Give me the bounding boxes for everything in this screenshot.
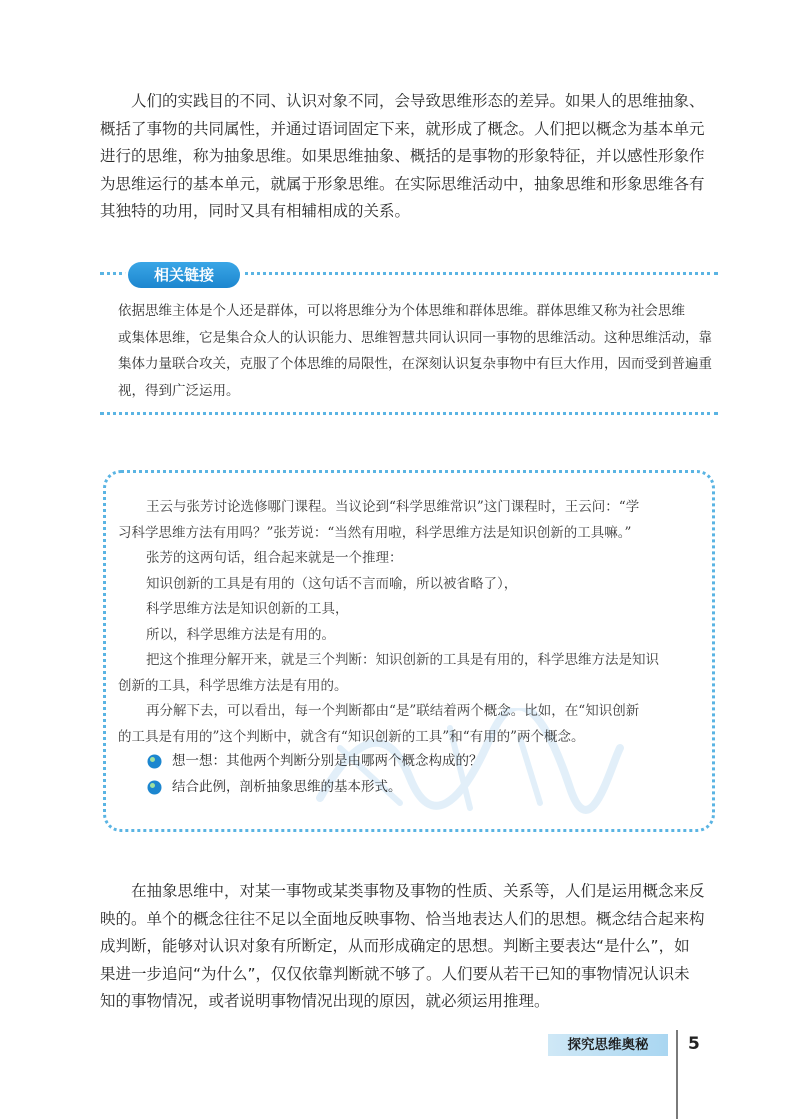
link-bottom-divider [100,412,718,415]
intro-paragraph [100,88,718,226]
page-edge-rule [676,1030,678,1119]
related-link-badge: 相关链接 [128,262,240,288]
text-line: 把这个推理分解开来，就是三个判断：知识创新的工具是有用的，科学思维方法是知识 [146,652,659,668]
text-line: 集体力量联合攻关，克服了个体思维的局限性，在深刻认识复杂事物中有巨大作用，因而受到普遍重 [118,356,712,372]
text-line: 或集体思维，它是集合众人的认识能力、思维智慧共同认识同一事物的思维活动。这种思维活动，靠 [118,329,712,346]
question-text: 结合此例，剖析抽象思维的基本形式。 [172,779,402,795]
text-line: 依据思维主体是个人还是群体，可以将思维分为个体思维和群体思维。群体思维又称为社会思维 [118,303,685,319]
text-line: 知的事物情况，或者说明事物情况出现的原因，就必须运用推理。 [100,992,550,1010]
bullet-dot-icon [147,754,162,769]
text-line: 的工具是有用的”这个判断中，就含有“知识创新的工具”和“有用的”两个概念。 [118,728,585,745]
page-number: 5 [688,1034,700,1054]
text-line: 科学思维方法是知识创新的工具， [146,601,349,617]
text-line: 映的。单个的概念往往不足以全面地反映事物、恰当地表达人们的思想。概念结合起来构 [100,909,705,928]
text-line: 概括了事物的共同属性，并通过语词固定下来，就形成了概念。人们把以概念为基本单元 [100,119,705,138]
text-line: 人们的实践目的不同、认识对象不同，会导致思维形态的差异。如果人的思维抽象、 [131,92,705,110]
text-line: 在抽象思维中，对某一事物或某类事物及事物的性质、关系等，人们是运用概念来反 [131,882,705,900]
text-line: 王云与张芳讨论选修哪门课程。当议论到“科学思维常识”这门课程时，王云问：“学 [146,499,640,515]
text-line: 为思维运行的基本单元，就属于形象思维。在实际思维活动中，抽象思维和形象思维各有 [100,174,705,193]
text-line: 再分解下去，可以看出，每一个判断都由“是”联结着两个概念。比如，在“知识创新 [146,703,640,719]
bullet-dot-icon [147,780,162,795]
text-line: 果进一步追问“为什么”，仅仅依靠判断就不够了。人们要从若干已知的事物情况认识未 [100,964,690,983]
question-item [150,750,483,772]
text-line: 所以，科学思维方法是有用的。 [146,626,335,643]
question-text: 想一想：其他两个判断分别是由哪两个概念构成的？ [172,753,483,769]
text-line: 知识创新的工具是有用的（这句话不言而喻，所以被省略了）， [146,575,518,592]
related-link-text [118,298,712,404]
book-title-tab: 探究思维奥秘 [548,1034,668,1056]
text-line: 创新的工具，科学思维方法是有用的。 [118,677,348,694]
text-line: 其独特的功用，同时又具有相辅相成的关系。 [100,202,411,220]
abstract-thinking-paragraph [100,878,718,1016]
text-line: 成判断，能够对认识对象有所断定，从而形成确定的思想。判断主要表达“是什么”，如 [100,937,690,955]
question-item [150,776,402,798]
case-study-text [118,495,700,750]
text-line: 视，得到广泛运用。 [118,382,240,399]
text-line: 张芳的这两句话，组合起来就是一个推理： [146,550,403,566]
text-line: 习科学思维方法有用吗？”张芳说：“当然有用啦，科学思维方法是知识创新的工具嘛。” [118,524,632,541]
text-line: 进行的思维，称为抽象思维。如果思维抽象、概括的是事物的形象特征，并以感性形象作 [100,147,705,165]
